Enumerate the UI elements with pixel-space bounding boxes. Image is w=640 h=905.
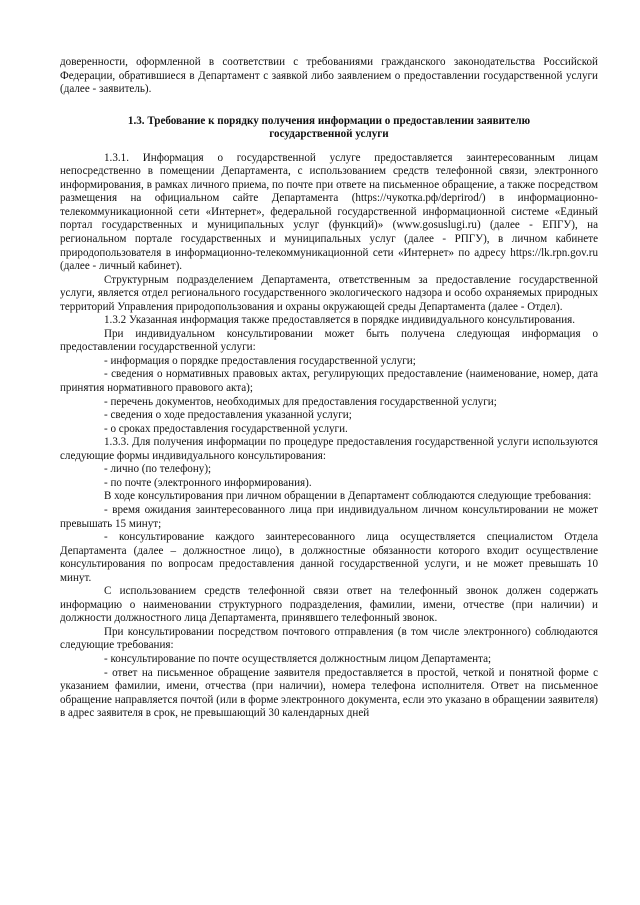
document-page xyxy=(60,56,598,721)
paragraph: 1.3.2 Указанная информация также предоставляется в порядке индивидуального консультирования. xyxy=(104,314,576,327)
section-title: 1.3. Требование к порядку получения информации о предоставлении заявителю государственной услуги xyxy=(127,114,531,141)
paragraph: 1.3.1. Информация о государственной услуге предоставляется заинтересованным лицам непосредственно в помещении Департамента, с использованием средств телефонной связи, электронного информирования, в рамках личного приема, по почте при ответе на письменное обращение, а также посредством размещения на официальном сайте Департамента (https://чукотка.рф/deprirod/) в информационно-телекоммуникационной сети «Интернет», федеральной государственной информационной системе «Единый портал государственных и муниципальных услуг (функций)» (www.gosuslugi.ru) (далее - ЕПГУ), на региональном портале государственных и муниципальных услуг (далее - РПГУ), в личном кабинете природопользователя в информационно-телекоммуникационной сети «Интернет» по адресу https://lk.rpn.gov.ru (далее - личный кабинет). xyxy=(60,151,598,273)
list-item: - консультирование по почте осуществляется должностным лицом Департамента; xyxy=(104,652,492,665)
intro-paragraph: доверенности, оформленной в соответствии с требованиями гражданского законодательства Российской Федерации, обратившиеся в Департамент с заявкой либо заявлением о предоставлении государственной услуги (далее - заявитель). xyxy=(60,56,598,96)
list-item: - сведения о нормативных правовых актах, регулирующих предоставление (наименование, номер, дата принятия нормативного правового акта); xyxy=(60,368,598,395)
list-item: - по почте (электронного информирования). xyxy=(104,476,312,489)
paragraph: 1.3.3. Для получения информации по процедуре предоставления государственной услуги используются следующие формы индивидуального консультирования: xyxy=(60,436,598,462)
paragraph: При индивидуальном консультировании может быть получена следующая информация о предоставлении государственной услуги: xyxy=(60,327,598,354)
paragraph: Структурным подразделением Департамента, ответственным за предоставление государственной услуги, является отдел регионального государственного экологического надзора и особо охраняемых природных территорий Управления природопользования и охраны окружающей среды Департамента (далее - Отдел). xyxy=(60,273,598,313)
paragraph: В ходе консультирования при личном обращении в Департамент соблюдаются следующие требования: xyxy=(104,490,592,503)
list-item: - время ожидания заинтересованного лица при индивидуальном личном консультировании не может превышать 15 минут; xyxy=(60,503,598,530)
list-item: - ответ на письменное обращение заявителя предоставляется в простой, четкой и понятной форме с указанием фамилии, имени, отчества (при наличии), номера телефона исполнителя. Ответ на письменное обращение направляется почтой (или в форме электронного документа, если это указано в обращении заявителя) в адрес заявителя в срок, не превышающий 30 календарных дней xyxy=(60,666,598,720)
list-item: - перечень документов, необходимых для предоставления государственной услуги; xyxy=(104,395,497,408)
paragraph: При консультировании посредством почтового отправления (в том числе электронного) соблюдаются следующие требования: xyxy=(60,625,598,652)
list-item: - лично (по телефону); xyxy=(104,463,212,476)
list-item: - о сроках предоставления государственной услуги. xyxy=(104,422,348,435)
list-item: - консультирование каждого заинтересованного лица осуществляется специалистом Отдела Департамента (далее – должностное лицо), в должностные обязанности которого входит осуществление консультирования по вопросам предоставления данной государственной услуги, и не может превышать 10 минут. xyxy=(60,531,598,584)
list-item: - сведения о ходе предоставления указанной услуги; xyxy=(104,409,352,422)
paragraph: С использованием средств телефонной связи ответ на телефонный звонок должен содержать информацию о наименовании структурного подразделения, фамилии, имени, отчестве (при наличии) и должности должностного лица Департамента, принявшего телефонный звонок. xyxy=(60,585,598,625)
list-item: - информация о порядке предоставления государственной услуги; xyxy=(104,354,416,367)
